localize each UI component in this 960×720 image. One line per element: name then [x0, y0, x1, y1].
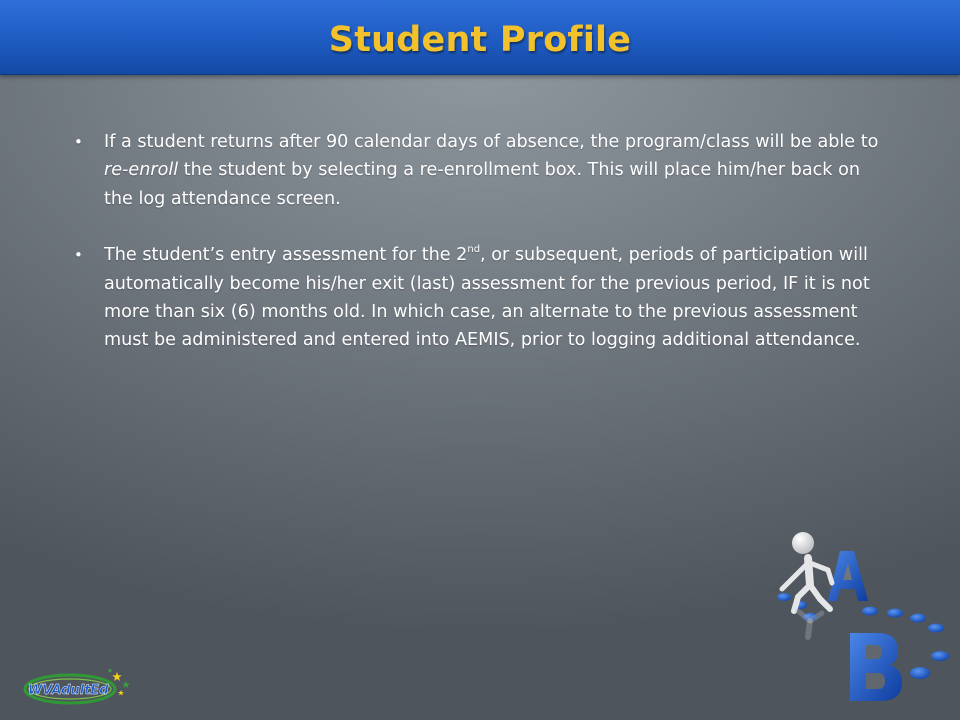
bullet-text-end: the student by selecting a re-enrollment box. This will place him/her back on the log attendance screen.: [104, 160, 860, 209]
bullet-item: [70, 128, 890, 213]
ordinal-superscript: nd: [467, 244, 481, 256]
bullet-text-emphasis: re-enroll: [104, 160, 179, 181]
letter-a-icon: [828, 551, 868, 601]
slide-title: Student Profile: [328, 20, 632, 60]
stick-figure-icon: [782, 558, 832, 611]
bullet-icon: •: [74, 246, 83, 265]
slide-content: [70, 128, 890, 355]
bullet-item: [70, 241, 890, 355]
bullet-text-start: If a student returns after 90 calendar days of absence, the program/class will be able to: [104, 132, 879, 152]
figure-head: [792, 532, 814, 554]
wvadulted-logo: [22, 664, 134, 708]
logo-wordmark: WVAdultEd: [28, 683, 109, 698]
letter-b-icon: [850, 633, 902, 701]
walking-figure-illustration: [770, 525, 960, 720]
bullet-text-start: The student’s entry assessment for the 2: [104, 245, 468, 266]
bullet-text-end: , or subsequent, periods of participation will automatically become his/her exit (last) assessment for the previous period, IF it is not more than six (6) months old. In which case, an alternate to the previous assessment must be administered and entered into AEMIS, prior to logging additional attendance.: [104, 245, 870, 351]
bullet-icon: •: [74, 133, 83, 151]
